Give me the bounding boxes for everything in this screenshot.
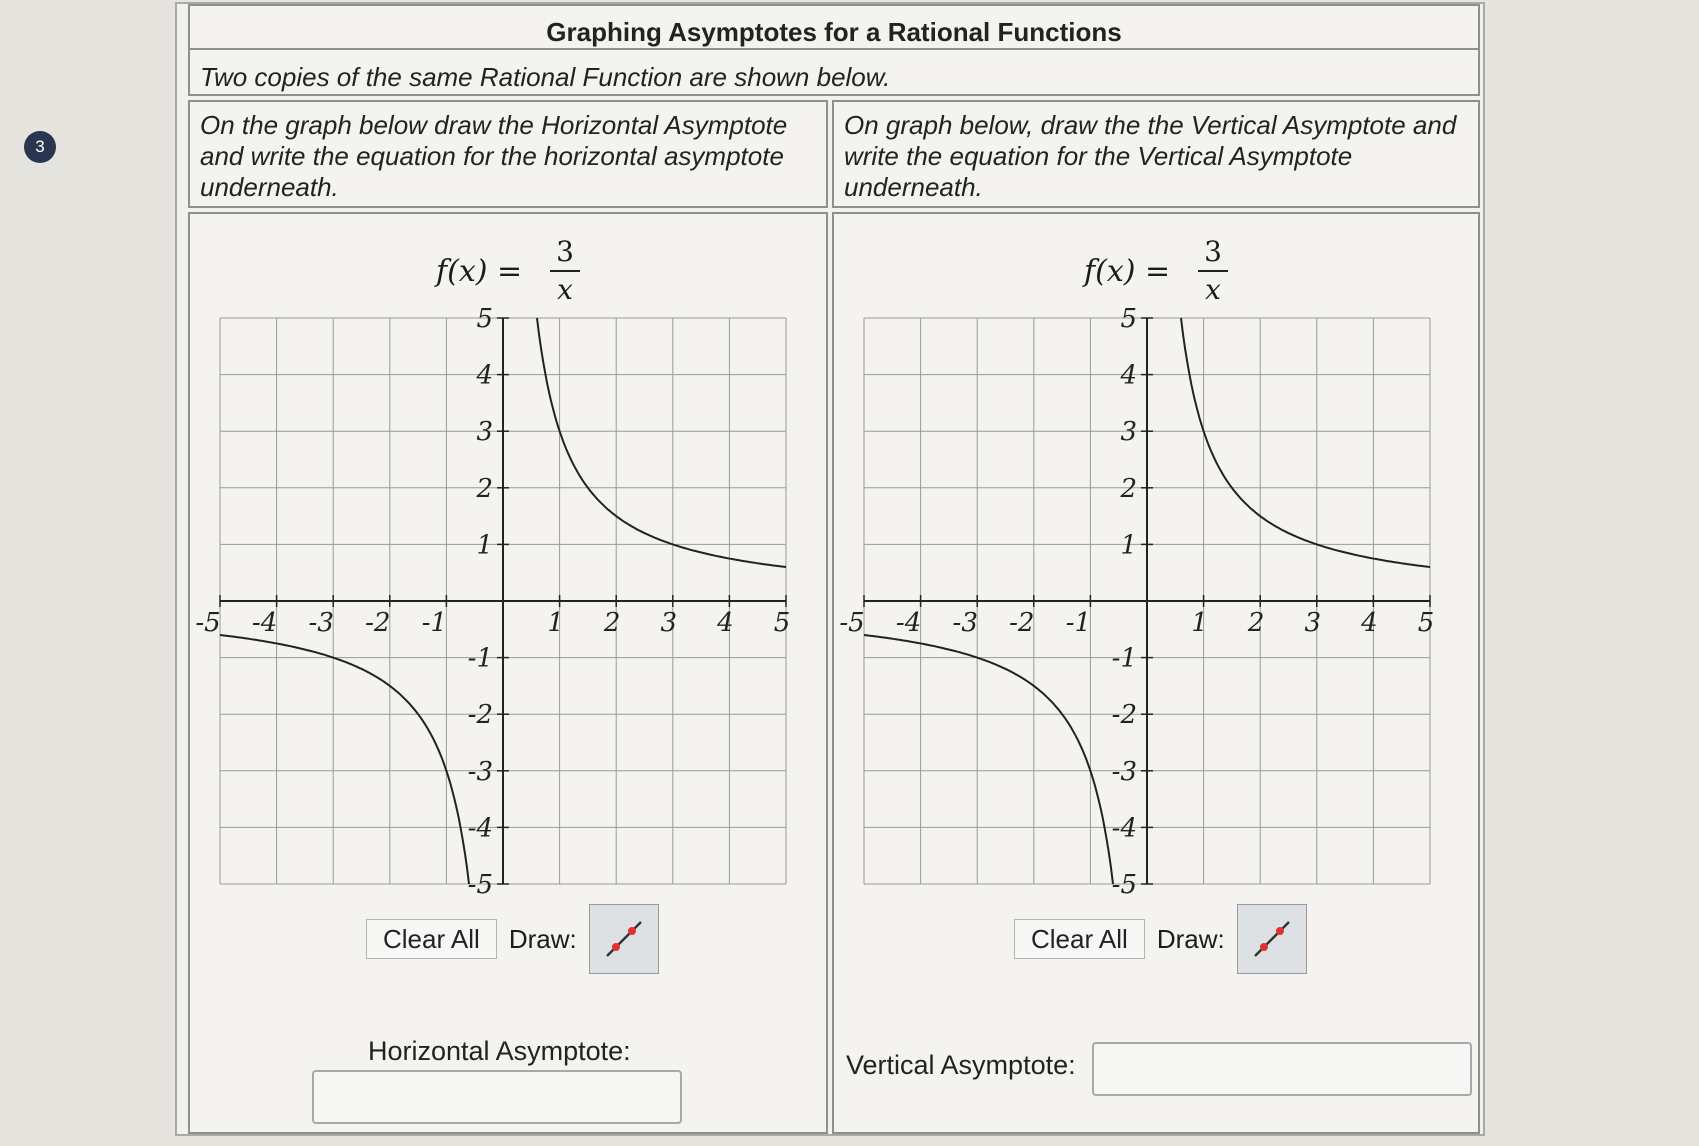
left-formula-lhs: f(x) = bbox=[436, 253, 523, 289]
x-tick-label: 4 bbox=[717, 608, 734, 638]
y-tick-label: -1 bbox=[1111, 643, 1137, 674]
right-draw-label: Draw: bbox=[1156, 923, 1225, 954]
y-tick-label: 2 bbox=[476, 473, 493, 504]
right-formula-lhs: f(x) = bbox=[1084, 253, 1171, 289]
right-fraction bbox=[1198, 234, 1228, 308]
page-title: Graphing Asymptotes for a Rational Functions bbox=[546, 17, 1122, 47]
right-graph-panel bbox=[832, 212, 1480, 1134]
x-tick-label: 5 bbox=[773, 608, 791, 638]
y-tick-label: -4 bbox=[1111, 813, 1137, 844]
y-tick-label: 3 bbox=[476, 417, 493, 448]
vertical-asymptote-input[interactable] bbox=[1092, 1042, 1472, 1096]
right-formula bbox=[834, 234, 1478, 308]
right-graph[interactable] bbox=[839, 304, 1438, 915]
y-tick-label: 3 bbox=[1120, 417, 1137, 448]
x-tick-label: 3 bbox=[1304, 608, 1322, 638]
x-tick-label: -1 bbox=[421, 608, 448, 638]
intro-box bbox=[188, 48, 1480, 96]
right-instruction-text: On graph below, draw the the Vertical Asymptote and write the equation for the Vertical Asymptote underneath. bbox=[844, 110, 1457, 202]
y-tick-label: -5 bbox=[1111, 870, 1137, 900]
left-formula bbox=[190, 234, 826, 308]
right-fraction-denominator: x bbox=[1205, 273, 1221, 306]
horizontal-asymptote-label: Horizontal Asymptote: bbox=[368, 1036, 631, 1066]
x-tick-label: -1 bbox=[1065, 608, 1092, 638]
right-fraction-numerator: 3 bbox=[1198, 234, 1228, 272]
line-tool-icon bbox=[1247, 914, 1297, 964]
curve-left-branch bbox=[864, 635, 1113, 884]
x-tick-label: -5 bbox=[195, 608, 221, 638]
y-tick-label: 1 bbox=[476, 530, 493, 561]
y-tick-label: 4 bbox=[476, 360, 493, 391]
left-fraction bbox=[550, 234, 580, 308]
y-tick-label: -3 bbox=[467, 756, 493, 787]
left-line-tool-button[interactable] bbox=[589, 904, 659, 974]
left-graph-svg[interactable] bbox=[195, 304, 794, 910]
curve-left-branch bbox=[220, 635, 469, 884]
x-tick-label: 2 bbox=[1247, 608, 1265, 638]
x-tick-label: 2 bbox=[603, 608, 621, 638]
right-line-tool-button[interactable] bbox=[1237, 904, 1307, 974]
right-graph-svg[interactable] bbox=[839, 304, 1438, 910]
x-tick-label: 5 bbox=[1417, 608, 1435, 638]
y-tick-label: 1 bbox=[1120, 530, 1137, 561]
left-controls bbox=[366, 904, 659, 974]
vertical-asymptote-label: Vertical Asymptote: bbox=[846, 1050, 1076, 1080]
x-tick-label: 4 bbox=[1361, 608, 1378, 638]
left-graph[interactable] bbox=[195, 304, 794, 915]
left-fraction-denominator: x bbox=[557, 273, 573, 306]
left-graph-panel bbox=[188, 212, 828, 1134]
x-tick-label: -2 bbox=[365, 608, 391, 638]
left-clear-all-button[interactable]: Clear All bbox=[366, 919, 497, 959]
curve-right-branch bbox=[1181, 318, 1430, 567]
y-tick-label: -4 bbox=[467, 813, 493, 844]
x-tick-label: -3 bbox=[952, 608, 978, 638]
y-tick-label: -5 bbox=[467, 870, 493, 900]
line-tool-icon bbox=[599, 914, 649, 964]
horizontal-asymptote-input[interactable] bbox=[312, 1070, 682, 1124]
right-controls bbox=[1014, 904, 1307, 974]
y-tick-label: 5 bbox=[476, 304, 493, 334]
y-tick-label: -1 bbox=[467, 643, 493, 674]
x-tick-label: 3 bbox=[660, 608, 678, 638]
x-tick-label: 1 bbox=[1191, 608, 1208, 638]
x-tick-label: -2 bbox=[1009, 608, 1035, 638]
right-instruction-box bbox=[832, 100, 1480, 208]
x-tick-label: -5 bbox=[839, 608, 865, 638]
question-number-badge: 3 bbox=[24, 131, 56, 163]
y-tick-label: 2 bbox=[1120, 473, 1137, 504]
x-tick-label: -4 bbox=[251, 608, 278, 638]
right-clear-all-button[interactable]: Clear All bbox=[1014, 919, 1145, 959]
x-tick-label: -4 bbox=[895, 608, 922, 638]
y-tick-label: -2 bbox=[467, 700, 493, 731]
left-draw-label: Draw: bbox=[508, 923, 577, 954]
x-tick-label: -3 bbox=[308, 608, 334, 638]
left-instruction-text: On the graph below draw the Horizontal Asymptote and write the equation for the horizontal asymptote underneath. bbox=[200, 110, 788, 202]
left-fraction-numerator: 3 bbox=[550, 234, 580, 272]
y-tick-label: 5 bbox=[1120, 304, 1137, 334]
x-tick-label: 1 bbox=[547, 608, 564, 638]
y-tick-label: -2 bbox=[1111, 700, 1137, 731]
y-tick-label: 4 bbox=[1120, 360, 1137, 391]
intro-text: Two copies of the same Rational Function are shown below. bbox=[200, 62, 891, 92]
y-tick-label: -3 bbox=[1111, 756, 1137, 787]
left-instruction-box bbox=[188, 100, 828, 208]
curve-right-branch bbox=[537, 318, 786, 567]
